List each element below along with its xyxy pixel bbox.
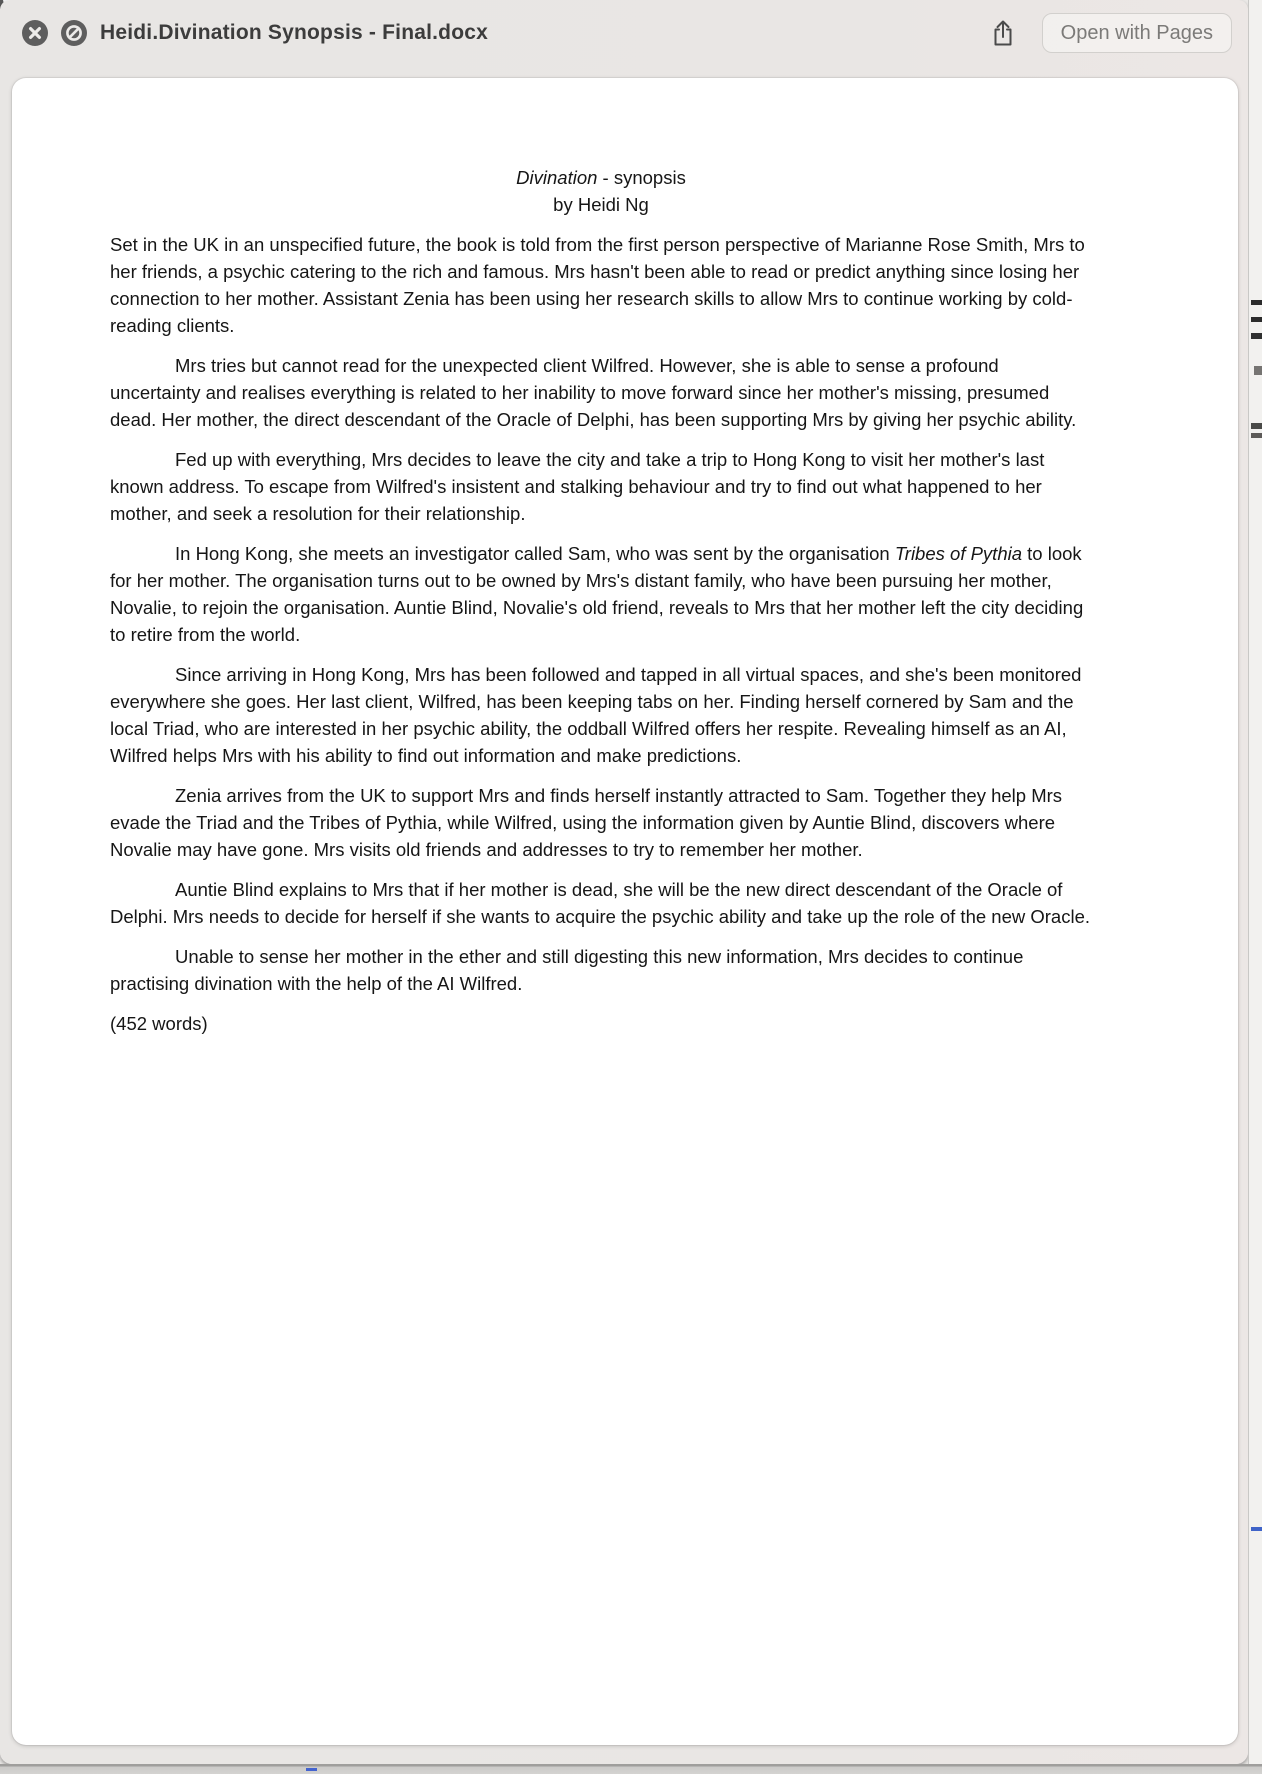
close-icon bbox=[22, 20, 48, 46]
prohibit-icon bbox=[61, 20, 87, 46]
titlebar bbox=[0, 0, 1248, 66]
doc-title: Divination - synopsis by Heidi Ng bbox=[516, 167, 686, 215]
document-body bbox=[110, 164, 1092, 1037]
background-window-strip bbox=[1248, 0, 1262, 1774]
open-with-pages-button[interactable] bbox=[1042, 13, 1232, 53]
open-with-pages-label: Open with Pages bbox=[1060, 21, 1213, 44]
doc-paragraph: In Hong Kong, she meets an investigator called Sam, who was sent by the organisation Tribes of Pythia to look for her mother. The organisation turns out to be owned by Mrs's distant family, who have been pursuing her mother, Novalie, to rejoin the organisation. Auntie Blind, Novalie's old friend, reveals to Mrs that her mother left the city deciding to retire from the world. bbox=[110, 543, 1084, 645]
doc-paragraph: Unable to sense her mother in the ether and still digesting this new information, Mrs decides to continue practising divination with the help of the AI Wilfred. bbox=[110, 946, 1024, 994]
document-page[interactable] bbox=[12, 78, 1238, 1745]
background-bottom-strip bbox=[0, 1764, 1262, 1774]
doc-paragraph: Auntie Blind explains to Mrs that if her mother is dead, she will be the new direct descendant of the Oracle of Delphi. Mrs needs to decide for herself if she wants to acquire the psychic ability and take up the role of the new Oracle. bbox=[110, 879, 1090, 927]
background-mark bbox=[1251, 1527, 1262, 1531]
doc-paragraph: Since arriving in Hong Kong, Mrs has been followed and tapped in all virtual spaces, and she's been monitored everywhere she goes. Her last client, Wilfred, has been keeping tabs on her. Finding herself cornered by Sam and the local Triad, who are interested in her psychic ability, the oddball Wilfred offers her respite. Revealing himself as an AI, Wilfred helps Mrs with his ability to find out information and make predictions. bbox=[110, 664, 1082, 766]
doc-paragraph: Fed up with everything, Mrs decides to leave the city and take a trip to Hong Kong to visit her mother's last known address. To escape from Wilfred's insistent and stalking behaviour and try to find out what happened to her mother, and seek a resolution for their relationship. bbox=[110, 449, 1045, 524]
prohibit-badge bbox=[61, 20, 87, 46]
background-mark bbox=[1254, 366, 1262, 375]
share-icon bbox=[986, 16, 1020, 50]
doc-paragraph: (452 words) bbox=[110, 1013, 208, 1034]
doc-paragraph: Zenia arrives from the UK to support Mrs and finds herself instantly attracted to Sam. Together they help Mrs evade the Triad and the Tribes of Pythia, while Wilfred, using the information given by Auntie Blind, discovers where Novalie may have gone. Mrs visits old friends and addresses to try to remember her mother. bbox=[110, 785, 1063, 860]
doc-paragraph: Mrs tries but cannot read for the unexpected client Wilfred. However, she is able to sense a profound uncertainty and realises everything is related to her inability to move forward since her mother's missing, presumed dead. Her mother, the direct descendant of the Oracle of Delphi, has been supporting Mrs by giving her psychic ability. bbox=[110, 355, 1077, 430]
background-mark bbox=[1251, 300, 1262, 305]
background-mark bbox=[1251, 433, 1262, 438]
background-blue-dash bbox=[306, 1768, 317, 1771]
background-mark bbox=[1251, 317, 1262, 322]
background-mark bbox=[1251, 423, 1262, 429]
background-mark bbox=[1251, 333, 1262, 339]
close-button[interactable] bbox=[22, 20, 48, 46]
doc-paragraph: Set in the UK in an unspecified future, the book is told from the first person perspective of Marianne Rose Smith, Mrs to her friends, a psychic catering to the rich and famous. Mrs hasn't been able to read or predict anything since losing her connection to her mother. Assistant Zenia has been using her research skills to allow Mrs to continue working by cold-reading clients. bbox=[110, 234, 1085, 336]
window-title: Heidi.Divination Synopsis - Final.docx bbox=[100, 21, 488, 44]
share-button[interactable] bbox=[986, 16, 1020, 50]
